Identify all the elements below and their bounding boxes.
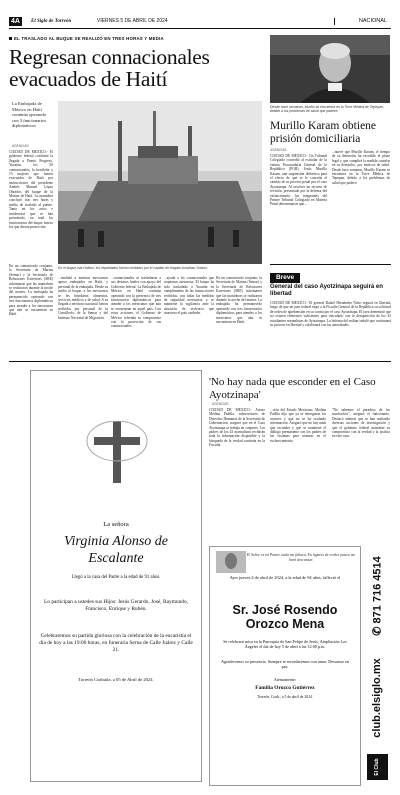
murillo-headline: Murillo Karam obtiene prisión domiciliaria [270,120,377,145]
breve-rule [270,264,391,265]
jesus-portrait [216,551,246,573]
breve-label-text: Breve [270,273,300,283]
main-col-1: CIUDAD DE MÉXICO.- El gobierno federal confirmó la llegada a Puerto Progreso, Yucatán, los 50 connacionales, la brasileña y 15 mujeres que fueron evacuados de Haití por instrucciones del presidente Andrés Manuel López Obrador, del buque de la Marina de Haití. La maniobra concluyó tras tres horas y media de traslado al puerto. Tanto en los actos e incidencias que se han presentado, en total los funcionarios del buque fueron los que dieron protección. [9,150,53,229]
obituary-footer: Torreón, Coah., a 5 de abril de 2024. [257,695,313,699]
obituary-signature: Familia Orozco Gutiérrez [255,685,315,691]
main-col-3: ...trasladó a marinos mexicanos apoyo embajador en Haití, y personal de la embajada. Desde su arribo al buque, a los mexicanos se les brindaron alimentos, servicios médicos y de salud. A su llegada a territorio nacional fueron recibidos por personal de la Cancillería, de la Semar y del Instituto Nacional de Migración. [58,276,108,320]
club-ad [364,546,391,784]
obituary-intro: Ayer jueves 4 de abril de 2024, a la edad de 94 años, falleció el [229,575,341,580]
page-number: 4A [11,18,20,25]
cross-icon [82,421,152,483]
main-deck: La Embajada de México en Haití continúa operando con 3 funcionarios diplomáticos [12,101,47,129]
main-col-4: ...connacionales se trasladaron a sus destinos finales con apoyo del Gobierno federal. La Embajada de México en Haití continúa operando con la presencia de tres funcionarios diplomáticos para atender a los mexicanos que aún se encuentran en aquel país. Con estas acciones, el Gobierno de México refrenda su compromiso con la protección de sus connacionales. [111,276,161,329]
main-headline: Regresan connacionales evacuados de Haití [9,45,210,91]
kicker-text: EL TRASLADO AL BUQUE SE REALIZÓ EN TRES HORAS Y MEDIA [14,36,164,41]
murillo-byline: AGENCIAS [270,148,287,152]
header-rule [9,28,391,29]
obituary-quote: El Señor es mi Pastor, nada me faltará. En lugares de verdes pastos me hará descansar. [246,553,356,562]
obituary-orozco [209,546,361,786]
ship-photo [58,101,262,264]
main-byline: AGENCIAS [12,144,29,148]
murillo-col-2: ...nueve que Murillo Karam, el tiempo de su detención ha excedido el plazo legal y que cumplirá la medida cautelar en su domicilio, por motivos de salud. Desde hace semanas, Murillo Karam se encuentra en la Torre Médica de Tepepan, debido a los problemas de salud que padece. [332,150,390,185]
ayotzinapa-col-1: CIUDAD DE MÉXICO.- Arturo Medina Padilla, subsecretario de Derechos Humanos de la Secretaría de Gobernación, aseguró que en el Caso Ayotzinapa se trabaja en conjunto. Los padres de los 43 normalistas recibirán toda la información disponible y la búsqueda de la verdad continúa en la Fiscalía. [209,408,265,448]
main-col-5: ...ayuda a los connacionales que requieran asistencia. El buque ha sido trasladado a Yucatán en cumplimiento de las instrucciones recibidas, con todas las medidas de seguridad necesarias, y se mantiene la vigilancia ante la situación de violencia que atraviesa el país caribeño. [164,276,214,316]
obituary-name: Sr. José Rosendo Orozco Mena [232,603,338,631]
murillo-photo-caption: Desde hace semanas, Murillo se encuentra en la Torre Médica de Tepepan, debido a los problemas de salud que padece. [270,105,384,113]
issue-date: VIERNES 5 DE ABRIL DE 2024 [97,18,168,24]
ayotzinapa-col-2: ...ción del Estado Mexicano. Medina Padilla dijo que ya se entregaron los avances y que no se ha ocultado información. Aseguró que no hay nada que esconder y que se mantiene el diálogo permanente con los padres de las víctimas para avanzar en el esclarecimiento. [270,408,326,443]
obituary-name: Virginia Alonso de Escalante [64,534,168,566]
ayotzinapa-headline: 'No hay nada que esconder en el Caso Ayotzinapa' [209,376,376,401]
ad-url [364,648,391,748]
obituary-line-2: Agradecemos su presencia. Siempre te recordaremos con amor. Descanse en paz. [220,659,349,670]
ad-url-text: club.elsiglo.mx [371,658,383,738]
mid-rule [9,361,391,362]
obituary-intro: La señora [103,521,129,528]
murillo-col-1: CIUDAD DE MÉXICO.- Un Tribunal Colegiado concedió al extitular de la extinta Procuraduría General de la República (PGR), Jesús Murillo Karam, una suspensión definitiva para el efecto de que se le conceda el cambio de su proceso penal por el caso Ayotzinapa. Al resolver un recurso de revisión, presentado por la defensa del exfuncionario, los integrantes del Primer Tribunal Colegiado en Materia Penal determinaron que... [270,154,327,207]
page-header [9,17,391,26]
ad-phone [364,546,391,646]
obituary-line-3: Atentamente: [273,677,297,682]
breve-text: CIUDAD DE MÉXICO.- El general Rafael Hernández Nieto seguirá en libertad, luego de que un juez federal negó a la Fiscalía General de la República su solicitud de orden de aprehensión en su contra por el caso Ayotzinapa. El juez determinó que no existen elementos suficientes para vincularlo con la desaparición de los 43 estudiantes normalistas de Ayotzinapa. La defensa del militar señaló que continuará su proceso en libertad y colaborará con las autoridades. [270,301,391,328]
main-col-2: En un comunicado conjunto, la Secretaría de Marina (Semar) y la Secretaría de Relaciones Exteriores (SRE) informaron que las maniobras se realizaron durante la noche del martes. La embajada ha permanecido operando con tres funcionarios diplomáticos para atender a los mexicanos que aún se encuentran en Haití. [9,264,53,317]
obituary-virginia [30,370,202,782]
newspaper-name: El Siglo de Torreón [31,19,72,24]
club-logo [367,754,388,780]
obituary-footer: Torreón Coahuila, a 05 de Abril de 2024. [78,677,154,682]
obituary-line-1: Se celebrará misa en la Parroquia de San Felipe de Jesús, Ampliación Los Ángeles el día de hoy 5 de abril a las 12:00 p.m. [223,639,347,650]
ship-photo-caption: En el buque Isla Holbox, los repatriados fueron recibidos por el capitán de fragata Jonathan Solano. [58,266,208,270]
murillo-photo [270,35,390,103]
club-logo-text: El Club [374,758,380,776]
breve-headline: General del caso Ayotzinapa seguirá en libertad [270,284,383,298]
obituary-line-2: Lo participan a ustedes sus Hijos: Jesús Gerardo, José, Raymundo, Francisco, Enrique y Rubén. [43,599,189,613]
obituary-line-3: Celebraremos su partida gloriosa con la celebración de la eucaristía el día de hoy a las 19:00 horas, en funeraria Serna de Calle Juárez y Calle 21. [39,633,193,654]
section-name: NACIONAL [358,18,387,24]
main-kicker [9,36,249,41]
phone-icon: ✆ [371,623,384,636]
main-col-6: En un comunicado conjunto, la Secretaría de Marina (Semar) y la Secretaría de Relaciones Exteriores (SRE) informaron que las maniobras se realizaron durante la noche del martes. La embajada ha permanecido operando con tres funcionarios diplomáticos para atender a los mexicanos que aún se encuentran en Haití. [216,276,262,325]
ad-phone-text: 871 716 4514 [371,556,384,624]
ayotzinapa-col-3: "No sabemos el paradero de los muchachos", aseguró el funcionario. Destacó además que se han realizado diversas acciones de investigación y que el gobierno federal mantiene su compromiso con la verdad y la justicia en este caso. [332,408,390,439]
obituary-line-1: Llegó a la casa del Padre a la edad de 91 años. [71,575,161,580]
ayotzinapa-byline: AGENCIAS [212,402,229,406]
breve-label [270,266,391,281]
